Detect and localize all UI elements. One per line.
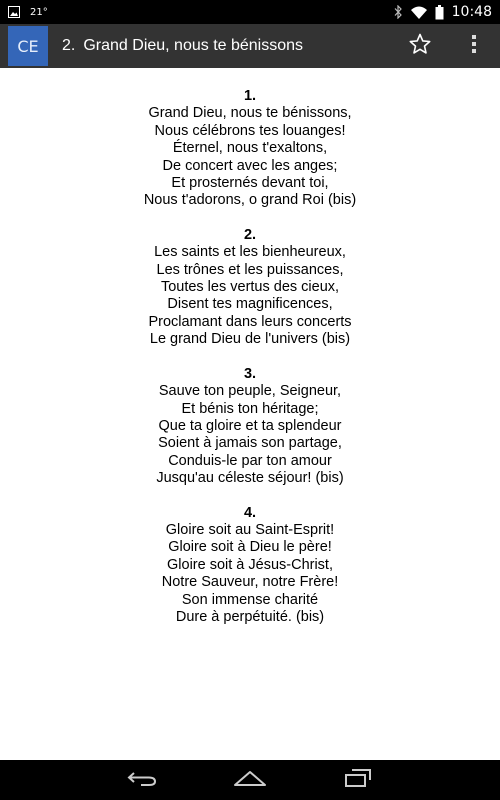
bluetooth-icon <box>393 5 403 19</box>
verse-line: Gloire soit au Saint-Esprit! <box>165 521 335 538</box>
verse-line: Et bénis ton héritage; <box>181 400 319 417</box>
temperature-text: 21° <box>30 6 48 18</box>
verse-line: Nous célébrons tes louanges! <box>154 122 346 139</box>
hymn-number: 2. <box>62 37 76 54</box>
verse-line: Son immense charité <box>181 591 319 608</box>
verse <box>0 505 500 627</box>
hymn-content[interactable] <box>0 68 500 760</box>
verse-number: 1. <box>243 88 257 104</box>
verse <box>0 366 500 488</box>
verse-line: Proclamant dans leurs concerts <box>148 313 352 330</box>
verse-line: Le grand Dieu de l'univers (bis) <box>149 331 351 348</box>
verse-line: Les trônes et les puissances, <box>156 261 344 278</box>
verse-line: Dure à perpétuité. (bis) <box>175 608 325 625</box>
verse-line: Notre Sauveur, notre Frère! <box>161 574 339 591</box>
image-notification-icon <box>8 6 20 18</box>
back-icon <box>127 769 157 792</box>
verse-line: Grand Dieu, nous te bénissons, <box>148 105 352 122</box>
overflow-menu-button[interactable] <box>460 30 488 62</box>
verse <box>0 88 500 210</box>
star-icon <box>408 32 432 61</box>
verse-number: 2. <box>243 226 257 243</box>
action-bar <box>0 24 500 68</box>
verse <box>0 227 500 349</box>
battery-icon <box>435 5 444 20</box>
verse-line: Toutes les vertus des cieux, <box>160 279 340 296</box>
wifi-icon <box>411 6 427 19</box>
status-bar <box>0 0 500 24</box>
verse-number: 3. <box>243 365 257 382</box>
verse-line: Disent tes magnificences, <box>167 296 333 313</box>
verse-line: Conduis-le par ton amour <box>168 452 332 469</box>
verse-line: Sauve ton peuple, Seigneur, <box>158 383 342 400</box>
page-title: Grand Dieu, nous te bénissons <box>83 37 304 54</box>
verse-line: Nous t'adorons, o grand Roi (bis) <box>143 192 357 209</box>
verse-line: Les saints et les bienheureux, <box>154 244 346 261</box>
home-button[interactable] <box>230 766 270 794</box>
status-clock: 10:48 <box>451 4 492 20</box>
overflow-menu-icon <box>471 34 477 59</box>
navigation-bar <box>0 760 500 800</box>
back-button[interactable] <box>122 766 162 794</box>
verse-line: Gloire soit à Dieu le père! <box>168 539 332 556</box>
verse-line: De concert avec les anges; <box>162 157 338 174</box>
app-logo[interactable]: CE <box>8 26 48 66</box>
recent-apps-button[interactable] <box>338 766 378 794</box>
verse-line: Jusqu'au céleste séjour! (bis) <box>156 470 344 487</box>
verse-line: Que ta gloire et ta splendeur <box>158 417 342 434</box>
verse-line: Gloire soit à Jésus-Christ, <box>167 556 333 573</box>
verse-line: Éternel, nous t'exaltons, <box>172 140 328 157</box>
verse-line: Et prosternés devant toi, <box>171 175 329 192</box>
favorite-button[interactable] <box>404 30 436 62</box>
home-icon <box>233 769 267 792</box>
verse-number: 4. <box>243 504 257 521</box>
verse-line: Soient à jamais son partage, <box>158 435 342 452</box>
recent-apps-icon <box>344 768 372 793</box>
